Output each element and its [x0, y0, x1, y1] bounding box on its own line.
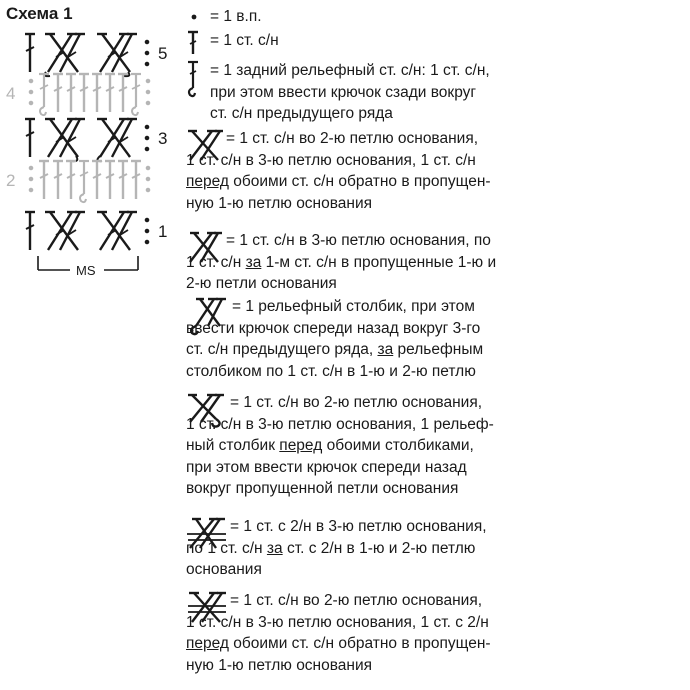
chart-row-4	[29, 74, 150, 115]
chart-row-2	[29, 161, 150, 202]
chart-row-1	[25, 212, 149, 250]
legend-text: 1 ст. с/н в 3-ю петлю основания, 1 ст. с/н	[186, 151, 476, 169]
legend-text: 1 ст. с/н в 3-ю петлю основания, 1 ст. с 2/н	[186, 613, 489, 631]
chart-row-3	[25, 119, 149, 161]
page-title: Схема 1	[6, 4, 73, 23]
row-number-5: 5	[158, 44, 168, 63]
legend-line	[186, 559, 262, 581]
legend-text: 1 ст. с/н	[186, 253, 246, 271]
legend-text: = 1 ст. с/н в 3-ю петлю основания, по	[226, 232, 491, 249]
legend-line	[210, 82, 476, 104]
legend-line	[210, 30, 279, 52]
legend-line	[186, 457, 467, 479]
chart-row-5	[25, 34, 149, 76]
legend-line	[186, 171, 491, 193]
legend-line	[210, 60, 490, 82]
legend-line	[226, 128, 478, 150]
legend-text: ст. с/н предыдущего ряда,	[186, 341, 378, 358]
legend-text: при этом ввести крючок сзади вокруг	[210, 83, 477, 101]
legend-text: столбиком по 1 ст. с/н в 1-ю и 2-ю петлю	[186, 362, 476, 380]
legend-line	[226, 230, 491, 252]
chain-stitch-icon	[186, 6, 206, 33]
legend-text: 1 ст. с/н в 3-ю петлю основания, 1 рельеф-	[186, 415, 494, 433]
legend-text: по 1 ст. с/н	[186, 539, 267, 557]
legend-text: рельефным	[393, 341, 484, 358]
legend-text: ввести крючок спереди назад вокруг 3-го	[186, 319, 481, 337]
legend-line	[210, 6, 262, 28]
legend-text: основания	[186, 561, 262, 578]
legend-text: = 1 задний рельефный ст. с/н: 1 ст. с/н,	[210, 62, 490, 79]
legend-text: вокруг пропущенной петли основания	[186, 480, 459, 497]
legend-line	[230, 392, 482, 414]
legend-line	[186, 150, 476, 172]
legend-text: ную 1-ю петлю основания	[186, 656, 373, 674]
legend-text: = 1 ст. с/н во 2-ю петлю основания,	[230, 394, 483, 411]
legend-line	[232, 296, 475, 318]
legend-text: = 1 ст. с 2/н в 3-ю петлю основания,	[230, 518, 487, 535]
legend-line	[186, 252, 496, 274]
legend-text: обоими ст. с/н обратно в пропущен-	[228, 173, 491, 190]
legend-text: обоими ст. с/н обратно в пропущен-	[228, 635, 491, 652]
legend-line	[186, 273, 337, 295]
legend-text: обоими столбиками,	[322, 437, 474, 454]
legend-text: = 1 ст. с/н	[210, 32, 279, 49]
legend-line	[186, 193, 372, 215]
legend-text: ную 1-ю петлю основания	[186, 194, 373, 212]
row-number-3: 3	[158, 129, 168, 148]
legend-line	[210, 103, 393, 125]
legend-line	[186, 655, 372, 677]
legend-text: ст. с 2/н в 1-ю и 2-ю петлю	[282, 539, 476, 557]
legend-line	[186, 339, 483, 361]
legend-line	[186, 633, 491, 655]
legend-line	[230, 590, 482, 612]
legend-text: 1-м ст. с/н в пропущенные 1-ю и	[261, 253, 497, 271]
underlined-word: за	[245, 253, 262, 271]
legend-text: ный столбик	[186, 437, 280, 454]
underlined-word: перед	[186, 173, 229, 190]
row-number-4: 4	[6, 84, 16, 103]
legend-text: = 1 рельефный столбик, при этом	[232, 298, 475, 315]
legend-line	[186, 538, 475, 560]
legend-line	[186, 612, 489, 634]
legend-line	[186, 414, 494, 436]
back-post-dc-icon	[186, 60, 206, 107]
legend-line	[186, 361, 476, 383]
crochet-chart	[0, 28, 180, 288]
legend-text: ст. с/н предыдущего ряда	[210, 105, 393, 122]
row-number-2: 2	[6, 171, 16, 190]
row-number-1: 1	[158, 222, 168, 241]
legend-line	[186, 435, 474, 457]
legend-text: при этом ввести крючок спереди назад	[186, 458, 467, 476]
legend-line	[186, 318, 480, 340]
underlined-word: за	[377, 341, 394, 358]
underlined-word: перед	[186, 635, 229, 652]
legend-line	[230, 516, 487, 538]
legend-text: = 1 ст. с/н во 2-ю петлю основания,	[230, 592, 483, 609]
legend-text: = 1 ст. с/н во 2-ю петлю основания,	[226, 130, 479, 147]
underlined-word: за	[266, 539, 283, 557]
legend-line	[186, 478, 458, 500]
double-crochet-icon	[186, 30, 206, 63]
underlined-word: перед	[279, 437, 323, 454]
legend-text: = 1 в.п.	[210, 8, 262, 25]
legend-text: 2-ю петли основания	[186, 275, 337, 292]
repeat-label: MS	[76, 263, 96, 278]
